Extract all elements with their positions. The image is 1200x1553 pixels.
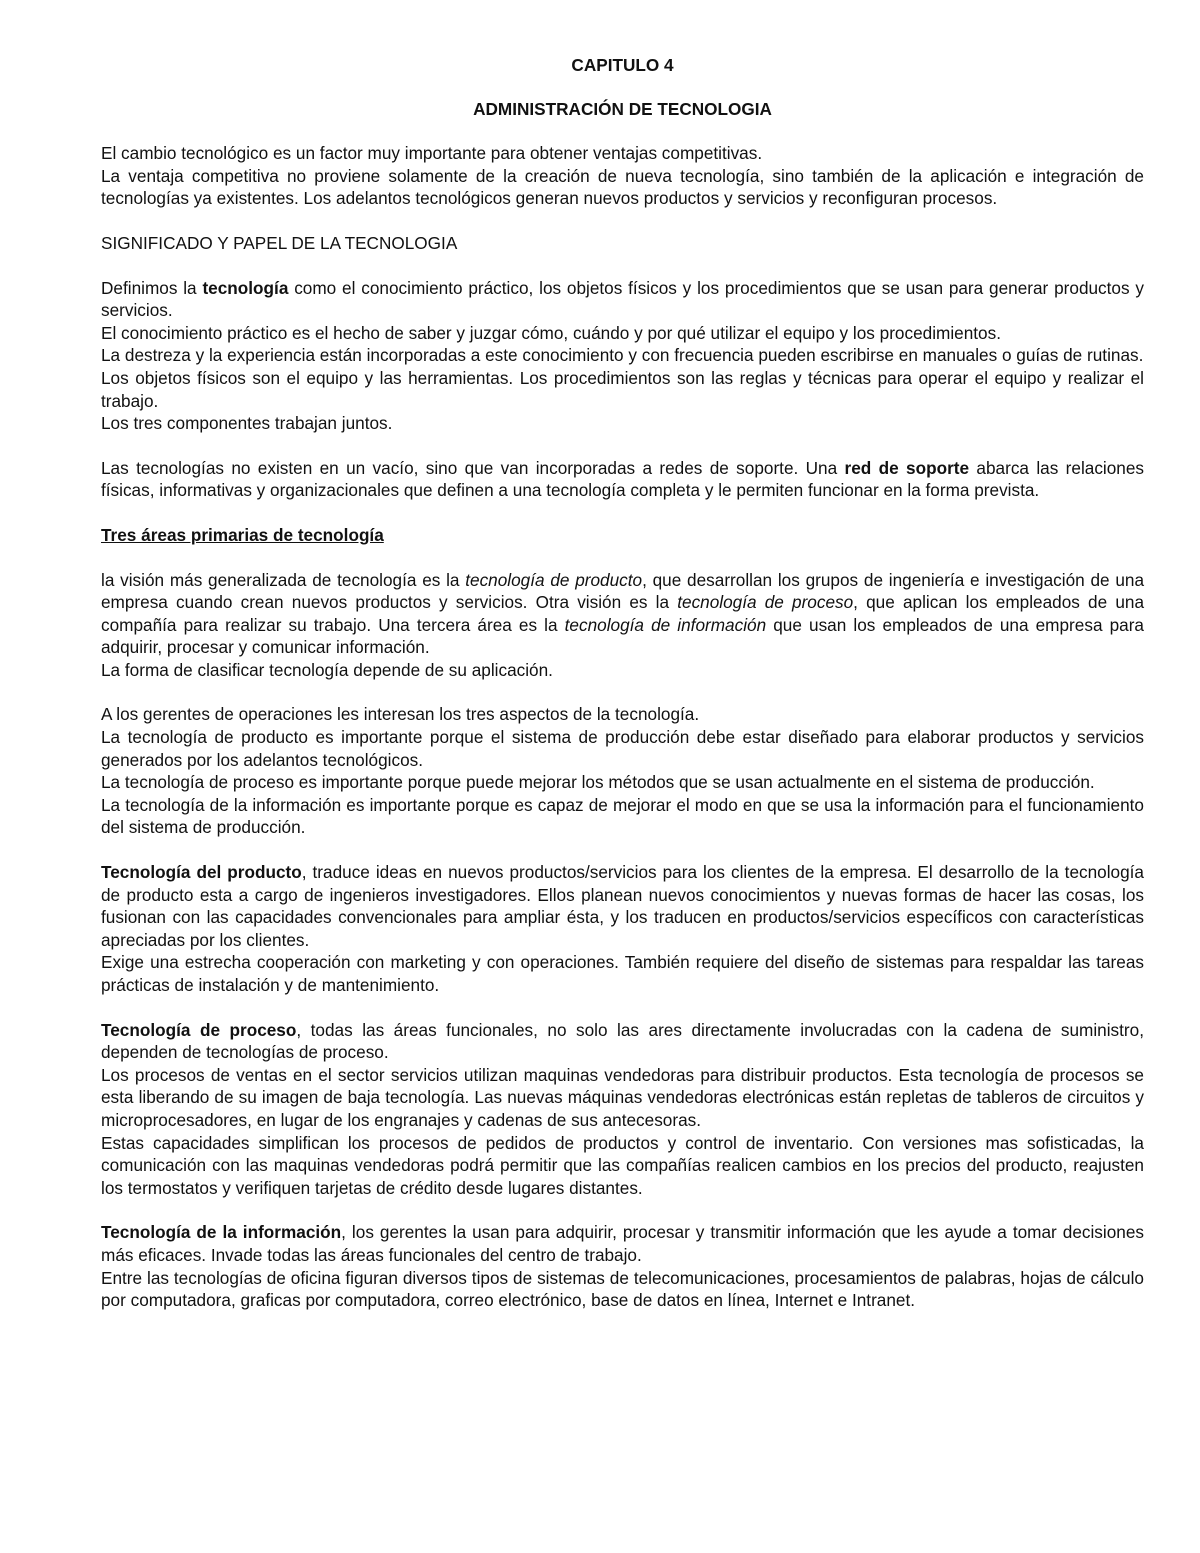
- spacer: [101, 681, 1144, 703]
- term-tecnologia-de-proceso: tecnología de proceso: [677, 592, 854, 613]
- paragraph-oficina: Entre las tecnologías de oficina figuran diversos tipos de sistemas de telecomunicaciones, procesamientos de palabras, hojas de cálculo por computadora, graficas por computadora, correo electrónico, base de datos en línea, Internet e Intranet.: [101, 1267, 1144, 1311]
- chapter-number: CAPITULO 4: [571, 55, 674, 75]
- paragraph-proceso-importante: La tecnología de proceso es importante porque puede mejorar los métodos que se usan actualmente en el sistema de producción.: [101, 772, 1095, 793]
- spacer: [101, 255, 1144, 277]
- paragraph-capacidades: Estas capacidades simplifican los procesos de pedidos de productos y control de inventario. Con versiones mas sofisticadas, la comunicación con las maquinas vendedoras podrá permitir que las compañías realicen cambios en los precios del producto, reajusten los termostatos y verifiquen tarjetas de crédito desde lugares distantes.: [101, 1132, 1144, 1198]
- text-run: Las tecnologías no existen en un vacío, sino que van incorporadas a redes de soporte. Una: [101, 457, 845, 478]
- text-run: la visión más generalizada de tecnología es la: [101, 569, 466, 590]
- term-tecnologia-de-producto: tecnología de producto: [465, 569, 643, 590]
- term-tecnologia-de-informacion: tecnología de información: [564, 614, 767, 635]
- paragraph-redes: [101, 457, 1144, 502]
- paragraph-destreza: La destreza y la experiencia están incorporadas a este conocimiento y con frecuencia pueden escribirse en manuales o guías de rutinas.: [101, 345, 1144, 366]
- text-run: que usan los empleados de una empresa para adquirir, procesar y comunicar información.: [101, 614, 1144, 658]
- section-heading-tres-areas: Tres áreas primarias de tecnología: [101, 524, 384, 545]
- spacer: [101, 997, 1144, 1019]
- text-run: , los gerentes la usan para adquirir, procesar y transmitir información que les ayude a tomar decisiones más eficaces. Invade todas las áreas funcionales del centro de trabajo.: [101, 1222, 1144, 1265]
- paragraph-conocimiento: El conocimiento práctico es el hecho de saber y juzgar cómo, cuándo y por qué utilizar el equipo y los procedimientos.: [101, 322, 1001, 343]
- spacer: [101, 839, 1144, 861]
- paragraph-componentes: Los tres componentes trabajan juntos.: [101, 413, 393, 434]
- paragraph-tecnologia-informacion: [101, 1221, 1144, 1266]
- spacer: [101, 502, 1144, 524]
- text-run: , que desarrollan los grupos de ingeniería e investigación de una empresa cuando crean nuevos productos y servicios. Otra visión es la: [101, 569, 1144, 613]
- section-heading-significado: SIGNIFICADO Y PAPEL DE LA TECNOLOGIA: [101, 232, 458, 253]
- term-tecnologia: tecnología: [202, 277, 289, 298]
- spacer: [101, 210, 1144, 232]
- paragraph-tecnologia-producto: [101, 861, 1144, 951]
- paragraph-objetos: Los objetos físicos son el equipo y las herramientas. Los procedimientos son las reglas y técnicas para operar el equipo y realizar el trabajo.: [101, 367, 1144, 411]
- intro-paragraph-1: El cambio tecnológico es un factor muy importante para obtener ventajas competitivas.: [101, 143, 763, 164]
- spacer: [101, 547, 1144, 569]
- paragraph-gerentes: A los gerentes de operaciones les interesan los tres aspectos de la tecnología.: [101, 704, 700, 725]
- term-red-de-soporte: red de soporte: [844, 457, 970, 478]
- text-run: , que aplican los empleados de una compañía para realizar su trabajo. Una tercera área es la: [101, 592, 1144, 635]
- term-tecnologia-del-producto: Tecnología del producto: [101, 862, 302, 883]
- spacer: [101, 1199, 1144, 1221]
- text-run: Definimos la: [101, 277, 203, 298]
- intro-paragraph-2: La ventaja competitiva no proviene solamente de la creación de nueva tecnología, sino también de la aplicación e integración de tecnologías ya existentes. Los adelantos tecnológicos generan nuevos productos y servicios y reconfiguran procesos.: [101, 165, 1144, 209]
- paragraph-cooperacion: Exige una estrecha cooperación con marketing y con operaciones. También requiere del diseño de sistemas para respaldar las tareas prácticas de instalación y de mantenimiento.: [101, 952, 1144, 995]
- text-run: abarca las relaciones físicas, informativas y organizacionales que definen a una tecnología completa y le permiten funcionar en la forma prevista.: [101, 457, 1145, 501]
- text-run: como el conocimiento práctico, los objetos físicos y los procedimientos que se usan para generar productos y servicios.: [101, 277, 1144, 321]
- paragraph-vision: [101, 569, 1144, 659]
- text-run: , todas las áreas funcionales, no solo las ares directamente involucradas con la cadena de suministro, dependen de tecnologías de proceso.: [101, 1019, 1144, 1063]
- spacer: [101, 435, 1144, 457]
- paragraph-producto-importante: La tecnología de producto es importante porque el sistema de producción debe estar diseñado para elaborar productos y servicios generados por los adelantos tecnológicos.: [101, 727, 1144, 770]
- spacer: [101, 120, 1144, 142]
- paragraph-tecnologia-proceso: [101, 1019, 1144, 1064]
- term-tecnologia-de-proceso-bold: Tecnología de proceso: [101, 1019, 297, 1040]
- paragraph-informacion-importante: La tecnología de la información es importante porque es capaz de mejorar el modo en que se usa la información para el funcionamiento del sistema de producción.: [101, 794, 1144, 838]
- definition-paragraph: [101, 277, 1144, 322]
- term-tecnologia-de-la-informacion: Tecnología de la información: [101, 1222, 342, 1243]
- chapter-title: ADMINISTRACIÓN DE TECNOLOGIA: [473, 98, 772, 119]
- paragraph-ventas: Los procesos de ventas en el sector servicios utilizan maquinas vendedoras para distribuir productos. Esta tecnología de procesos se esta liberando de su imagen de baja tecnología. Las nuevas máquinas vendedoras electrónicas están repletas de tableros de circuitos y microprocesadores, en lugar de los engranajes y cadenas de sus antecesoras.: [101, 1064, 1144, 1130]
- paragraph-clasificar: La forma de clasificar tecnología depende de su aplicación.: [101, 659, 553, 680]
- text-run: , traduce ideas en nuevos productos/servicios para los clientes de la empresa. El desarrollo de la tecnología de producto esta a cargo de ingenieros investigadores. Ellos planean nuevos conocimientos y nuevas formas de hacer las cosas, los fusionan con las capacidades convencionales para ampliar ésta, y los traducen en productos/servicios específicos con características apreciadas por los clientes.: [101, 862, 1144, 950]
